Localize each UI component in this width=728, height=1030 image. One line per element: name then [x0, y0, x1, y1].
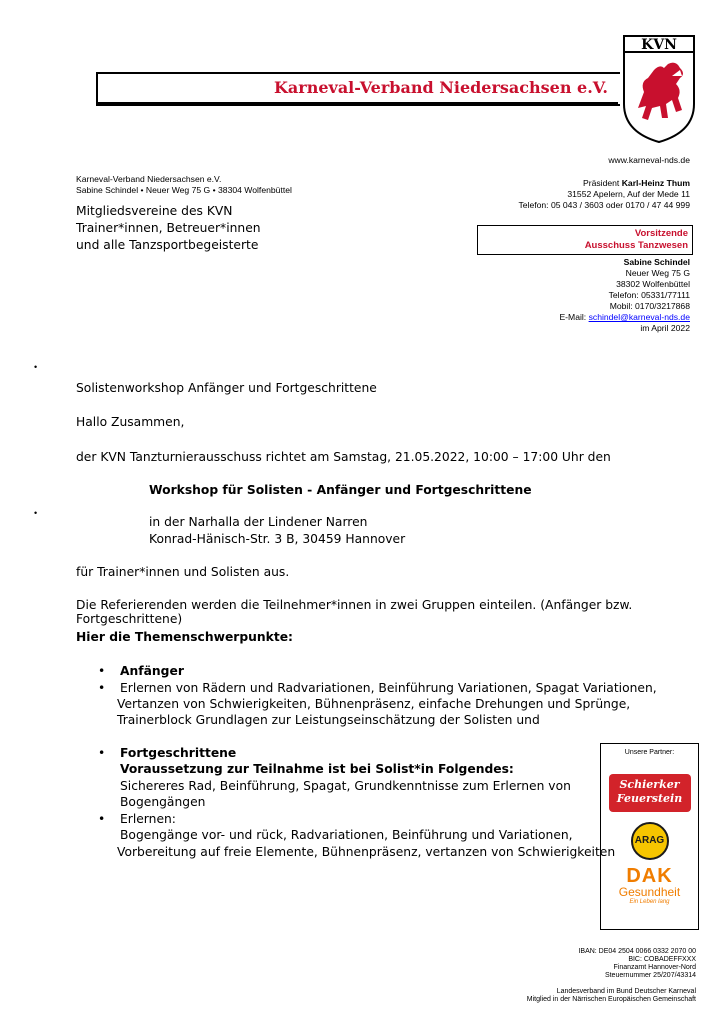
beginner-line: Trainerblock Grundlagen zur Leistungseinschätzung der Solisten und — [117, 713, 540, 727]
beginner-line: Erlernen von Rädern und Radvariationen, Beinführung Variationen, Spagat Variationen, — [120, 681, 657, 695]
contact-street: Neuer Weg 75 G — [625, 268, 690, 278]
president-phone: Telefon: 05 043 / 3603 oder 0170 / 47 44 999 — [518, 200, 690, 210]
learn-heading: Erlernen: — [120, 812, 176, 826]
header-underline — [96, 102, 618, 105]
president-label: Präsident — [583, 178, 622, 188]
website: www.karneval-nds.de — [608, 155, 690, 165]
sender-line-1: Karneval-Verband Niedersachsen e.V. — [76, 174, 222, 184]
beginner-heading: Anfänger — [120, 664, 184, 678]
partner-1-line-2: Feuerstein — [616, 792, 683, 805]
association-info — [527, 988, 696, 1004]
recipient-line: Trainer*innen, Betreuer*innen — [76, 221, 261, 235]
association-line-1: Landesverband im Bund Deutscher Karneval — [556, 988, 696, 995]
audience-line: für Trainer*innen und Solisten aus. — [76, 565, 290, 579]
contact-mobile: Mobil: 0170/3217868 — [609, 301, 690, 311]
beginner-line: Vertanzen von Schwierigkeiten, Bühnenpräsenz, einfache Drehungen und Sprünge, — [117, 697, 631, 711]
committee-line-2: Ausschuss Tanzwesen — [584, 240, 688, 251]
bank-details — [578, 948, 696, 980]
workshop-title: Workshop für Solisten - Anfänger und Fortgeschrittene — [149, 483, 532, 497]
email-label: E-Mail: — [559, 312, 589, 322]
recipient-line: Mitgliedsvereine des KVN — [76, 204, 233, 218]
partner-1-line-1: Schierker — [619, 778, 680, 791]
intro-paragraph: der KVN Tanzturnierausschuss richtet am Samstag, 21.05.2022, 10:00 – 17:00 Uhr den — [76, 450, 611, 464]
topics-heading: Hier die Themenschwerpunkte: — [76, 630, 293, 644]
advanced-heading: Fortgeschrittene — [120, 746, 237, 760]
bullet-icon: • — [98, 746, 106, 760]
iban: IBAN: DE04 2504 0066 0332 2070 00 — [578, 948, 696, 955]
partner-3-slogan: Ein Leben lang — [629, 899, 670, 905]
partner-3-line-2: Gesundheit — [618, 885, 681, 899]
margin-mark: • — [34, 362, 38, 372]
margin-mark: • — [34, 508, 38, 518]
contact-email-line — [559, 312, 690, 323]
kvn-crest-logo — [620, 34, 698, 144]
venue-line-2: Konrad-Hänisch-Str. 3 B, 30459 Hannover — [149, 532, 406, 546]
bullet-icon: • — [98, 681, 106, 695]
header-title: Karneval-Verband Niedersachsen e.V. — [274, 78, 608, 97]
letter-date: im April 2022 — [640, 323, 690, 333]
crest-text: KVN — [641, 37, 677, 53]
committee-box — [477, 225, 693, 255]
bullet-icon: • — [98, 812, 106, 826]
bic: BIC: COBADEFFXXX — [628, 956, 696, 963]
dak-logo[interactable] — [601, 866, 698, 905]
partner-3-line-1: DAK — [626, 865, 673, 887]
association-line-2: Mitglied in der Närrischen Europäischen Gemeinschaft — [526, 996, 696, 1003]
advanced-requirement: Voraussetzung zur Teilnahme ist bei Solist*in Folgendes: — [120, 762, 514, 776]
schierker-feuerstein-logo[interactable] — [609, 774, 691, 812]
requirement-line: Sichereres Rad, Beinführung, Spagat, Grundkenntnisse zum Erlernen von — [120, 779, 571, 793]
learn-line: Vorbereitung auf freie Elemente, Bühnenpräsenz, vertanzen von Schwierigkeiten — [117, 845, 616, 859]
recipient-block — [76, 203, 261, 254]
sender-line-2: Sabine Schindel • Neuer Weg 75 G • 38304 Wolfenbüttel — [76, 185, 292, 195]
partner-heading: Unsere Partner: — [624, 749, 675, 756]
tax-office: Finanzamt Hannover-Nord — [613, 964, 696, 971]
president-line — [583, 178, 690, 189]
president-address: 31552 Apelern, Auf der Mede 11 — [567, 189, 690, 199]
tax-number: Steuernummer 25/207/43314 — [604, 972, 696, 979]
contact-city: 38302 Wolfenbüttel — [616, 279, 690, 289]
greeting: Hallo Zusammen, — [76, 415, 185, 429]
bullet-icon: • — [98, 664, 106, 678]
subject-line: Solistenworkshop Anfänger und Fortgeschrittene — [76, 381, 377, 395]
learn-line: Bogengänge vor- und rück, Radvariationen, Beinführung und Variationen, — [120, 828, 573, 842]
arag-logo[interactable]: ARAG — [631, 822, 669, 860]
president-name: Karl-Heinz Thum — [621, 178, 690, 188]
email-link[interactable]: schindel@karneval-nds.de — [588, 312, 690, 322]
contact-name: Sabine Schindel — [623, 257, 690, 267]
partner-box — [600, 743, 699, 930]
contact-phone: Telefon: 05331/77111 — [608, 290, 690, 300]
groups-line: Die Referierenden werden die Teilnehmer*innen in zwei Gruppen einteilen. (Anfänger bzw. Fortgeschrittene) — [76, 598, 633, 626]
committee-line-1: Vorsitzende — [634, 228, 688, 239]
requirement-line: Bogengängen — [120, 795, 206, 809]
recipient-line: und alle Tanzsportbegeisterte — [76, 238, 259, 252]
venue-line-1: in der Narhalla der Lindener Narren — [149, 515, 368, 529]
